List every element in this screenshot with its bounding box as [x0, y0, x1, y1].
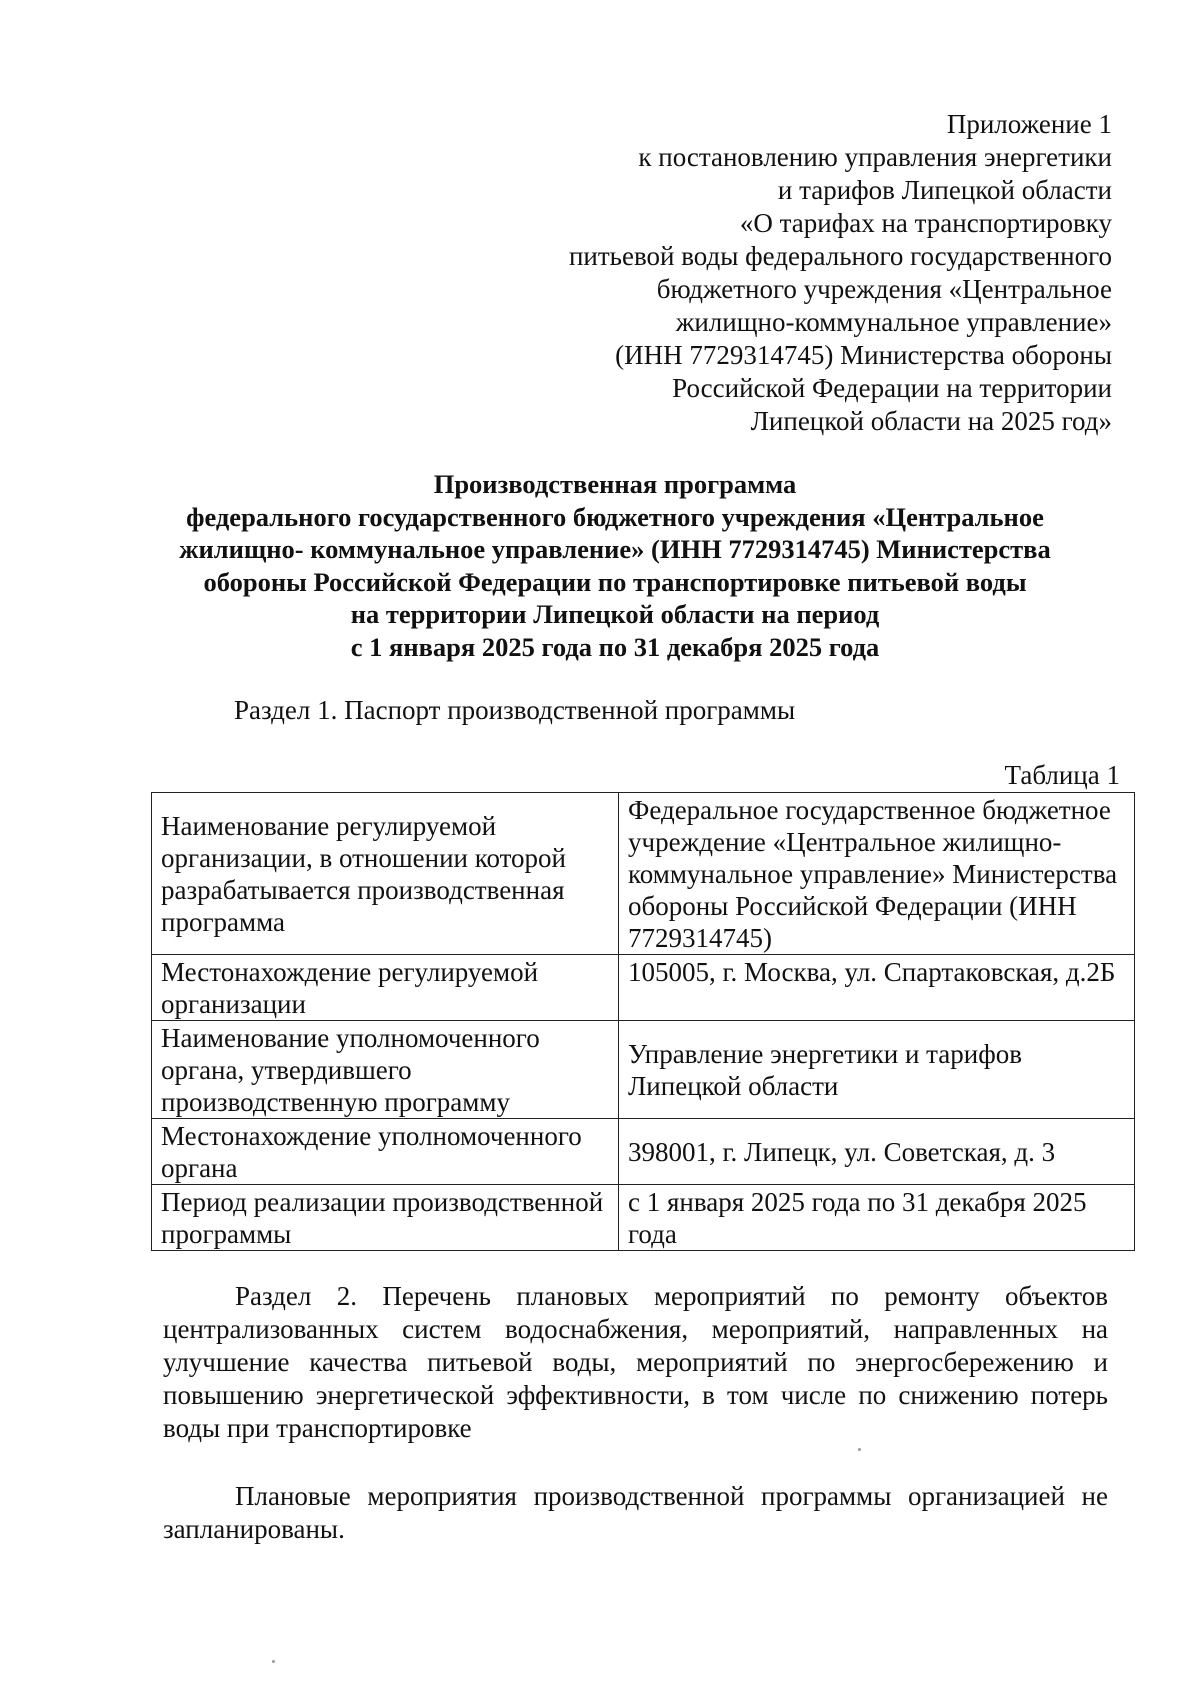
- table-row: [152, 1119, 1135, 1185]
- passport-table: [151, 792, 1135, 1251]
- table-cell-label: Наименование регулируемой организации, в отношении которой разрабатывается производственная программа: [152, 793, 619, 955]
- appendix-line: (ИНН 7729314745) Министерства обороны: [615, 340, 1112, 370]
- table-cell-value: Федеральное государственное бюджетное учреждение «Центральное жилищно-коммунальное управление» Министерства обороны Российской Федерации (ИНН 7729314745): [619, 793, 1135, 955]
- document-title: [150, 468, 1080, 663]
- table-cell-label: Местонахождение регулируемой организации: [152, 955, 619, 1021]
- section-2-note: Плановые мероприятия производственной программы организацией не запланированы.: [163, 1481, 1108, 1544]
- section-2-heading: Раздел 2. Перечень плановых мероприятий по ремонту объектов централизованных систем водоснабжения, мероприятий, направленных на улучшение качества питьевой воды, мероприятий по энергосбережению и повышению энергетической эффективности, в том числе по снижению потерь воды при транспортировке: [163, 1281, 1108, 1443]
- table-cell-value: Управление энергетики и тарифов Липецкой области: [619, 1021, 1135, 1119]
- table-cell-value: с 1 января 2025 года по 31 декабря 2025 года: [619, 1185, 1135, 1251]
- table-row: [152, 955, 1135, 1021]
- table-caption: Таблица 1: [1004, 760, 1120, 790]
- scan-speck: [272, 1660, 275, 1663]
- table-cell-label: Период реализации производственной программы: [152, 1185, 619, 1251]
- appendix-line: Липецкой области на 2025 год»: [750, 406, 1112, 436]
- table-cell-value: 105005, г. Москва, ул. Спартаковская, д.2Б: [619, 955, 1135, 1021]
- section-1-heading: Раздел 1. Паспорт производственной программы: [234, 695, 796, 725]
- table-row: [152, 793, 1135, 955]
- appendix-line: Приложение 1: [946, 109, 1112, 139]
- title-line: с 1 января 2025 года по 31 декабря 2025 года: [350, 631, 880, 662]
- title-line: жилищно- коммунальное управление» (ИНН 7729314745) Министерства: [179, 534, 1051, 564]
- appendix-line: «О тарифах на транспортировку: [739, 208, 1112, 238]
- table-cell-label: Наименование уполномоченного органа, утвердившего производственную программу: [152, 1021, 619, 1119]
- appendix-line: и тарифов Липецкой области: [777, 175, 1112, 205]
- title-line: Производственная программа: [433, 469, 797, 499]
- appendix-line: питьевой воды федерального государственного: [568, 241, 1112, 271]
- table-row: [152, 1185, 1135, 1251]
- appendix-line: жилищно-коммунальное управление»: [675, 307, 1112, 337]
- table-row: [152, 1021, 1135, 1119]
- appendix-header: [472, 108, 1112, 438]
- title-line: обороны Российской Федерации по транспортировке питьевой воды: [203, 566, 1027, 597]
- appendix-line: Российской Федерации на территории: [672, 373, 1112, 403]
- title-line: федерального государственного бюджетного учреждения «Центральное: [186, 501, 1044, 532]
- scan-speck: [858, 1448, 861, 1451]
- appendix-line: бюджетного учреждения «Центральное: [656, 274, 1112, 304]
- table-cell-value: 398001, г. Липецк, ул. Советская, д. 3: [619, 1119, 1135, 1185]
- table-cell-label: Местонахождение уполномоченного органа: [152, 1119, 619, 1185]
- title-line: на территории Липецкой области на период: [350, 599, 880, 629]
- appendix-line: к постановлению управления энергетики: [638, 142, 1112, 172]
